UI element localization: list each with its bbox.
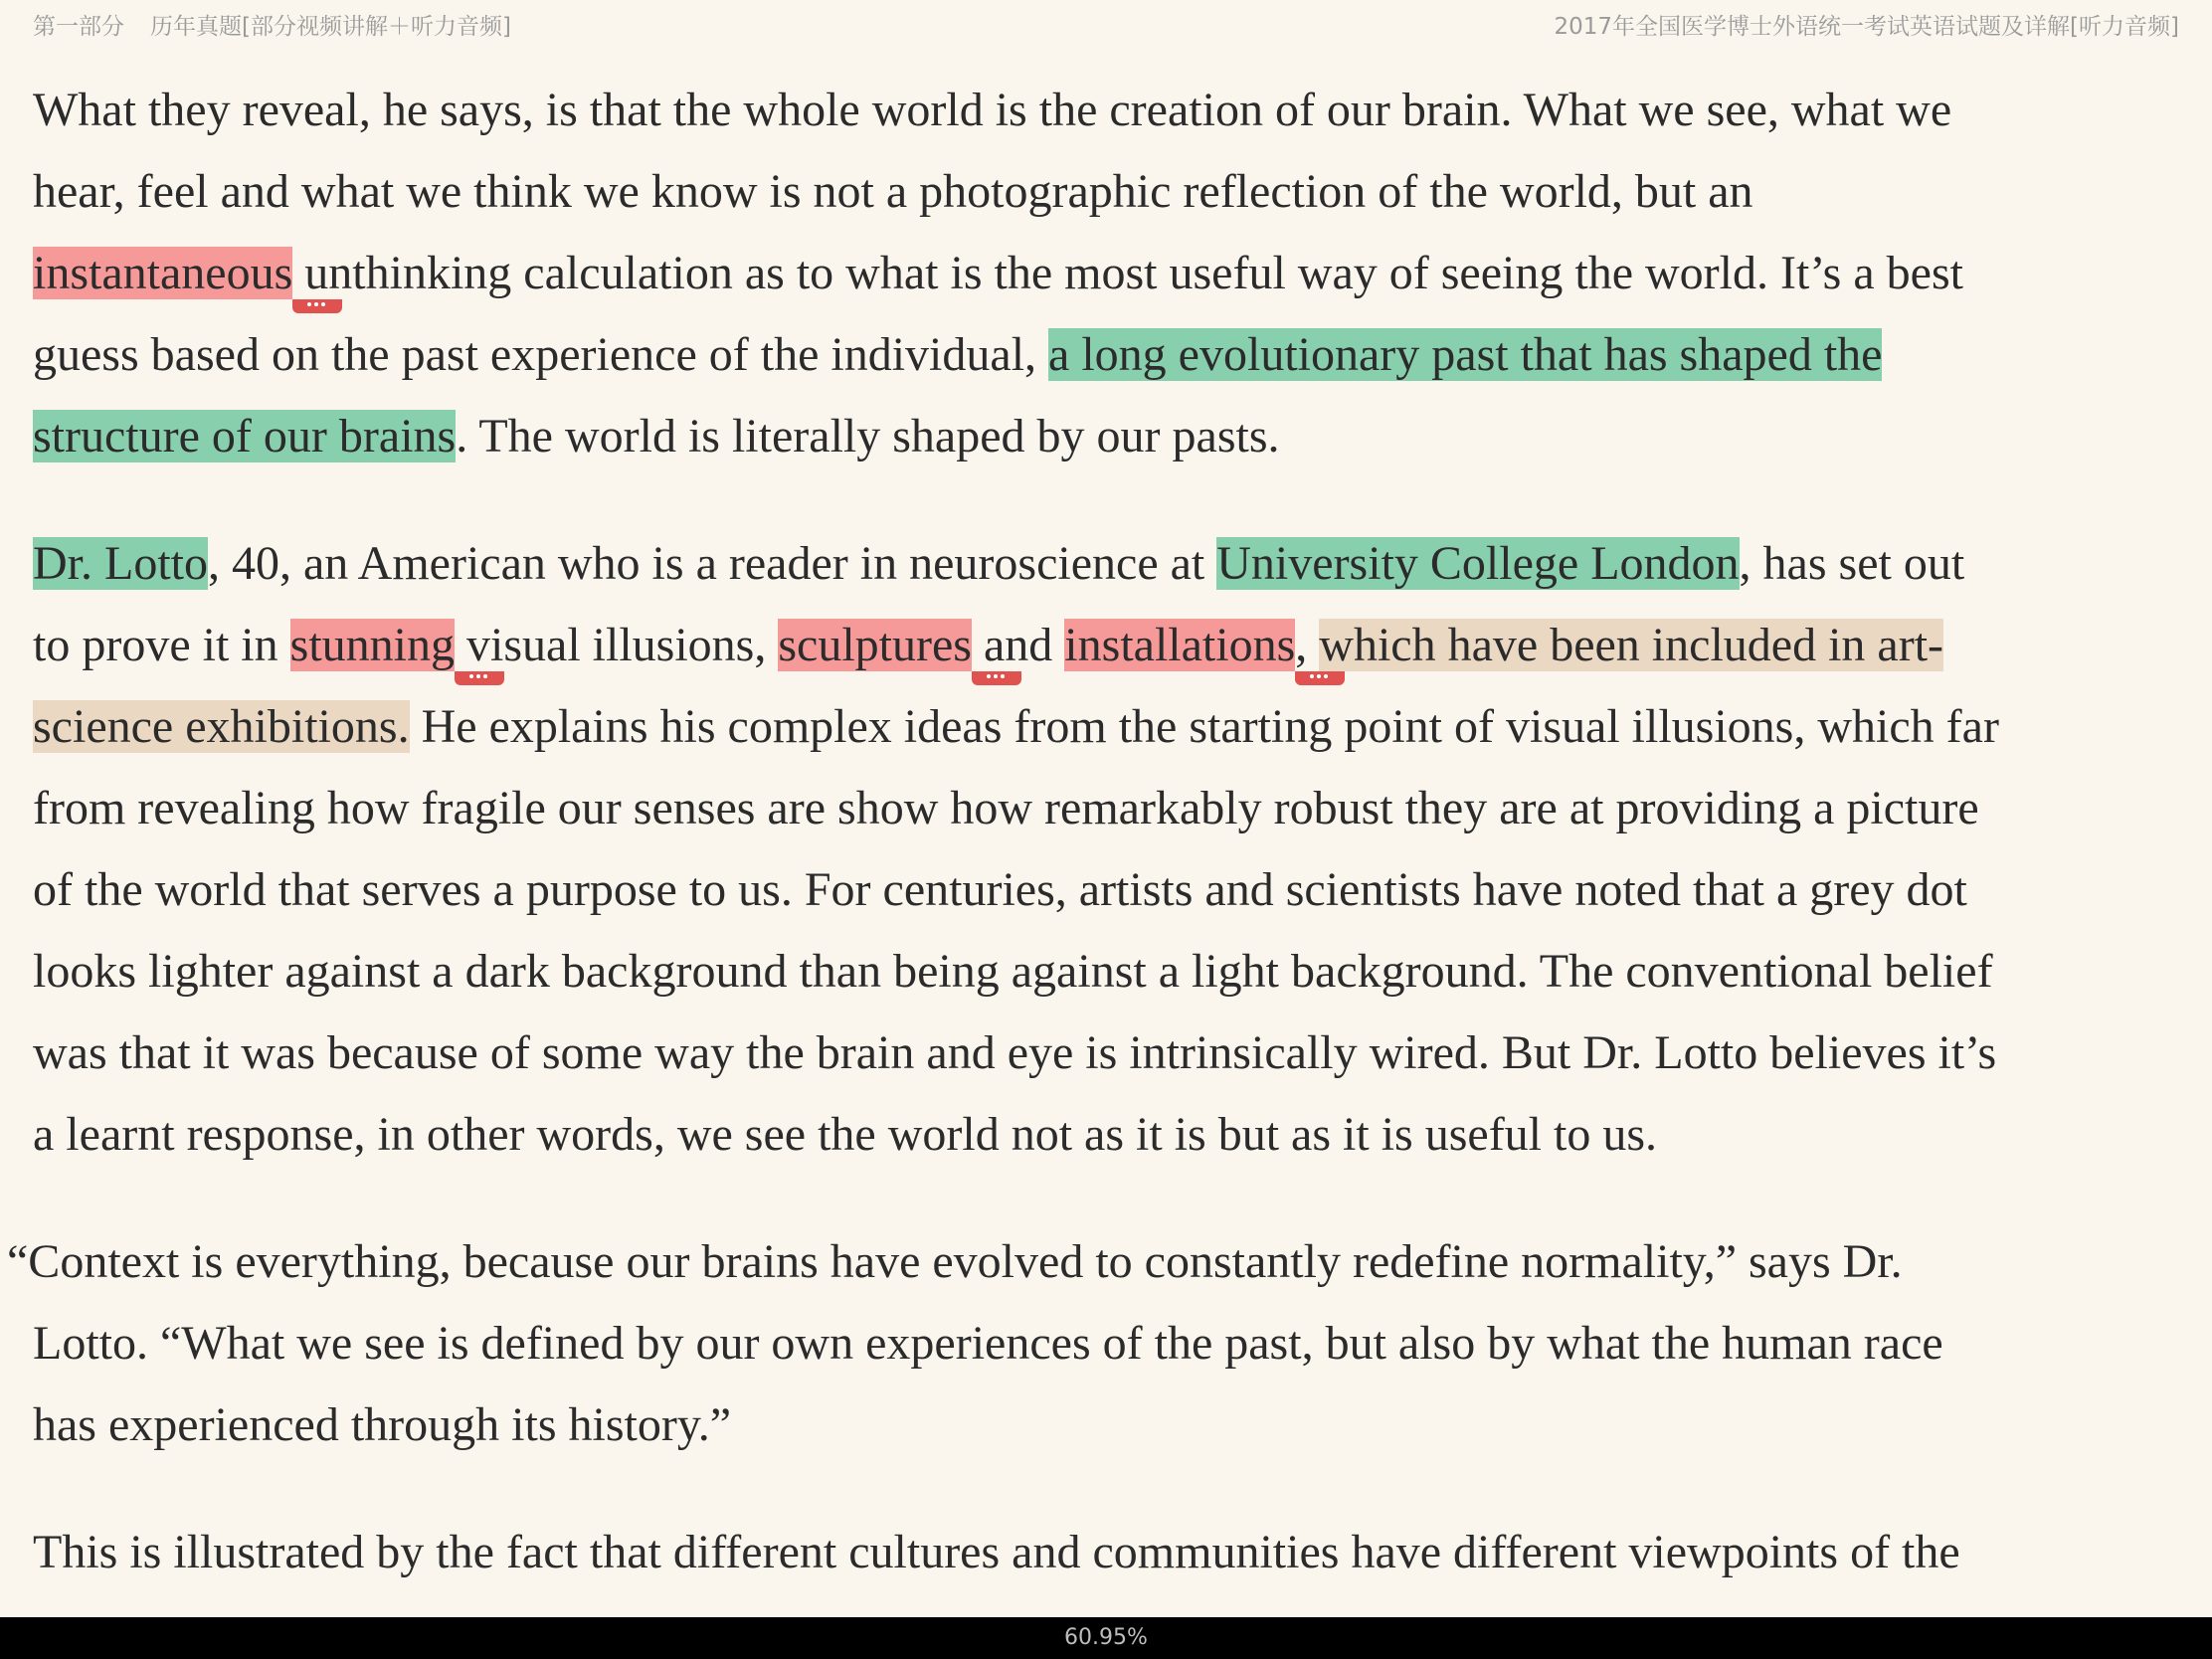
text-line (33, 931, 2191, 1013)
text-span: visual illusions, (455, 619, 779, 671)
highlight-evolutionary-past[interactable]: a long evolutionary past that has shaped the (1048, 328, 1883, 381)
text-span: was that it was because of some way the brain and eye is intrinsically wired. But Dr. Lotto believes it’s (33, 1026, 1997, 1079)
text-line (33, 1303, 2191, 1384)
text-span: “Context is everything, because our brains have evolved to constantly redefine normality,” says Dr. (7, 1235, 1903, 1288)
header-part: 第一部分 (33, 14, 124, 40)
text-span: looks lighter against a dark background than being against a light background. The conventional belief (33, 945, 1993, 998)
text-span: to prove it in (33, 619, 290, 671)
text-span: What they reveal, he says, is that the whole world is the creation of our brain. What we see, what we (33, 84, 1952, 136)
header-chapter-title: 2017年全国医学博士外语统一考试英语试题及详解[听力音频] (1554, 14, 2179, 40)
reading-progress-bar (0, 1617, 2212, 1659)
reading-progress-percent: 60.95% (1064, 1625, 1148, 1650)
paragraph-4 (33, 1512, 2191, 1593)
text-span: , (1295, 619, 1320, 671)
note-marker-icon[interactable] (972, 671, 1021, 685)
highlight-dr-lotto[interactable]: Dr. Lotto (33, 537, 208, 590)
highlight-installations[interactable] (1064, 619, 1295, 671)
text-span: This is illustrated by the fact that different cultures and communities have different viewpoints of the (33, 1526, 1960, 1578)
text-line (33, 1013, 2191, 1094)
text-line (33, 849, 2191, 931)
text-span: Lotto. “What we see is defined by our own experiences of the past, but also by what the human race (33, 1317, 1943, 1370)
note-marker-icon[interactable] (1295, 671, 1345, 685)
text-line (33, 396, 2191, 477)
highlight-instantaneous[interactable] (33, 247, 292, 299)
text-line (33, 768, 2191, 849)
text-line (33, 233, 2191, 314)
text-line (33, 1384, 2191, 1466)
text-line (33, 686, 2191, 768)
text-span: , 40, an American who is a reader in neuroscience at (208, 537, 1217, 590)
text-line (33, 1512, 2191, 1593)
text-span: unthinking calculation as to what is the most useful way of seeing the world. It’s a best (292, 247, 1963, 299)
text-span: from revealing how fragile our senses are show how remarkably robust they are at providing a picture (33, 782, 1979, 834)
text-line (33, 70, 2191, 151)
highlight-text: stunning (289, 619, 455, 671)
text-line (33, 605, 2191, 686)
highlight-university-college-london[interactable]: University College London (1216, 537, 1740, 590)
paragraph-1 (33, 70, 2191, 477)
text-span: hear, feel and what we think we know is not a photographic reflection of the world, but an (33, 165, 1753, 218)
highlight-text: instantaneous (33, 247, 293, 299)
text-line (33, 151, 2191, 233)
highlight-sculptures[interactable] (778, 619, 972, 671)
text-span: of the world that serves a purpose to us. For centuries, artists and scientists have noted that a grey dot (33, 863, 1967, 916)
paragraph-3 (7, 1221, 2191, 1466)
text-span: has experienced through its history.” (33, 1398, 732, 1451)
text-span: . The world is literally shaped by our pasts. (456, 410, 1280, 462)
text-line (33, 1094, 2191, 1176)
highlight-art-science-exhibitions-cont[interactable]: science exhibitions. (33, 700, 410, 753)
paragraph-2 (33, 523, 2191, 1176)
text-span: , has set out (1739, 537, 1965, 590)
header-section: 历年真题[部分视频讲解＋听力音频] (150, 14, 511, 40)
note-marker-icon[interactable] (292, 299, 342, 313)
highlight-art-science-exhibitions[interactable]: which have been included in art- (1319, 619, 1944, 671)
highlight-text: sculptures (778, 619, 972, 671)
note-marker-icon[interactable] (455, 671, 504, 685)
text-span: He explains his complex ideas from the starting point of visual illusions, which far (409, 700, 1999, 753)
text-span: guess based on the past experience of the individual, (33, 328, 1049, 381)
text-span: and (971, 619, 1065, 671)
text-line (7, 1221, 2191, 1303)
text-line (33, 314, 2191, 396)
highlight-stunning[interactable] (290, 619, 455, 671)
reading-content (7, 70, 2191, 1617)
highlight-structure-of-brains[interactable]: structure of our brains (33, 410, 457, 462)
highlight-text: installations (1064, 619, 1296, 671)
text-line (33, 523, 2191, 605)
text-span: a learnt response, in other words, we see the world not as it is but as it is useful to us. (33, 1108, 1658, 1161)
